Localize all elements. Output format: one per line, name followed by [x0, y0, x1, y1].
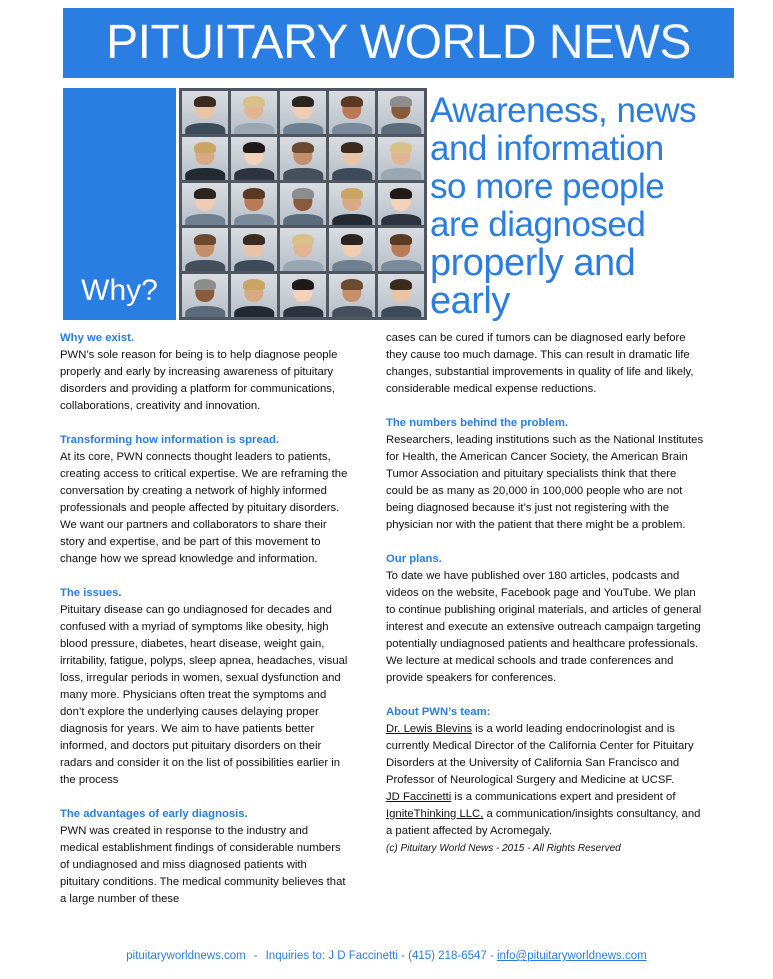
footer-email-link[interactable]: info@pituitaryworldnews.com	[497, 950, 647, 962]
left-column	[60, 330, 348, 908]
portrait-photo	[329, 137, 375, 180]
section-heading-advantages: The advantages of early diagnosis.	[60, 808, 248, 820]
portrait-photo	[182, 274, 228, 317]
faccinetti-text: is a communications expert and president of	[451, 791, 676, 803]
section-heading-why: Why we exist.	[60, 332, 135, 344]
masthead-title	[63, 8, 734, 78]
portrait-photo	[231, 274, 277, 317]
section-text-issues: Pituitary disease can go undiagnosed for decades and confused with a myriad of symptoms like obesity, high blood pressure, diabetes, heart disease, weight gain, irritability, fatigue, polyps, sleep apnea, headaches, visual loss, irregular periods in women, sexual dysfunction and many more. Physicians often treat the symptoms and don’t explore the underlying causes delaying proper diagnosis for years. We aim to have patients better informed, and doctors put pituitary disorders on their radars and consider it on the list of possibilities earlier in the process	[60, 604, 348, 786]
portrait-photo	[378, 274, 424, 317]
section-text-numbers: Researchers, leading institutions such as the National Institutes for Health, the American Cancer Society, the American Brain Tumor Association and pituitary specialists think that there could be as many as 20,000 in 100,000 people who are not being diagnosed because it’s just not registering with the physician nor with the patient that there might be a problem.	[386, 434, 704, 531]
portrait-photo	[280, 274, 326, 317]
portrait-photo	[182, 137, 228, 180]
copyright: (c) Pituitary World News - 2015 - All Rights Reserved	[386, 843, 621, 854]
tagline-line: Awareness, news	[430, 91, 697, 130]
masthead-banner	[63, 8, 734, 78]
portrait-photo	[329, 91, 375, 134]
why-label: Why?	[81, 274, 158, 307]
section-heading-transforming: Transforming how information is spread.	[60, 434, 280, 446]
section-text-transforming: At its core, PWN connects thought leaders to patients, creating access to critical expertise. We are reframing the conversation by creating a network of highly informed professionals and people affected by pituitary disorders. We want our partners and collaborators to share their story and expertise, and be part of this movement to change how we spread knowledge and information.	[60, 451, 348, 565]
tagline-line: early	[430, 280, 510, 322]
portrait-photo	[280, 228, 326, 271]
portrait-photo	[280, 137, 326, 180]
portrait-photo	[329, 228, 375, 271]
section-heading-issues: The issues.	[60, 587, 122, 599]
portrait-photo	[182, 228, 228, 271]
footer	[0, 950, 773, 962]
tagline	[430, 92, 760, 320]
portrait-photo	[182, 183, 228, 226]
section-text-why: PWN’s sole reason for being is to help diagnose people properly and early by increasing awareness of pituitary disorders and providing a platform for communications, collaborations, creativity and innovation.	[60, 349, 338, 412]
portrait-photo	[280, 91, 326, 134]
section-text-continuation: cases can be cured if tumors can be diagnosed early before they cause too much damage. This can result in dramatic life changes, substantial improvements in quality of life and likely, considerable medical expense reductions.	[386, 332, 694, 395]
tagline-line: properly and	[430, 242, 636, 284]
portrait-photo	[378, 183, 424, 226]
section-heading-plans: Our plans.	[386, 553, 442, 565]
right-column	[386, 330, 706, 857]
footer-separator: -	[253, 950, 258, 962]
masthead-title-thin: NEWS	[548, 16, 691, 69]
tagline-line: so more people	[430, 167, 665, 206]
blevins-text: is a world leading endocrinologist and is currently Medical Director of the California Center for Pituitary Disorders at the University of California San Francisco and Professor of Neurological Surgery and Medicine at UCSF.	[386, 723, 694, 786]
company-text: a communication/insights consultancy, and a patient affected by Acromegaly.	[386, 808, 701, 837]
portrait-photo	[231, 91, 277, 134]
footer-site-link[interactable]: pituitaryworldnews.com	[126, 950, 246, 962]
footer-inquiries: Inquiries to: J D Faccinetti - (415) 218-6547 -	[265, 950, 494, 962]
section-heading-team: About PWN’s team:	[386, 706, 491, 718]
portrait-photo	[378, 91, 424, 134]
portrait-photo	[329, 183, 375, 226]
portrait-photo	[231, 183, 277, 226]
portrait-photo	[182, 91, 228, 134]
why-box	[63, 88, 176, 320]
blevins-link[interactable]: Dr. Lewis Blevins	[386, 723, 473, 735]
section-text-advantages: PWN was created in response to the industry and medical establishment findings of considerable numbers of undiagnosed and miss diagnosed patients with pituitary conditions. The medical community believes that a large number of these	[60, 825, 346, 905]
section-heading-numbers: The numbers behind the problem.	[386, 417, 569, 429]
portrait-photo	[231, 137, 277, 180]
portrait-photo	[231, 228, 277, 271]
portrait-photo	[329, 274, 375, 317]
ignitethinking-link[interactable]: IgniteThinking LLC,	[386, 808, 484, 820]
masthead-title-bold: PITUITARY WORLD	[106, 16, 537, 69]
portrait-photo	[378, 137, 424, 180]
faccinetti-link[interactable]: JD Faccinetti	[386, 791, 452, 803]
tagline-line: and information	[430, 129, 664, 168]
tagline-line: are diagnosed	[430, 205, 646, 244]
section-text-team	[386, 721, 706, 840]
section-text-plans: To date we have published over 180 articles, podcasts and videos on the website, Facebook page and YouTube. We plan to continue publishing original materials, and articles of general interest and execute an extensive outreach campaign targeting potentially undiagnosed patients and healthcare professionals. We lecture at medical schools and trade conferences and provide speakers for conferences.	[386, 570, 702, 684]
portrait-photo	[280, 183, 326, 226]
portrait-photo	[378, 228, 424, 271]
people-photo-grid	[179, 88, 427, 320]
